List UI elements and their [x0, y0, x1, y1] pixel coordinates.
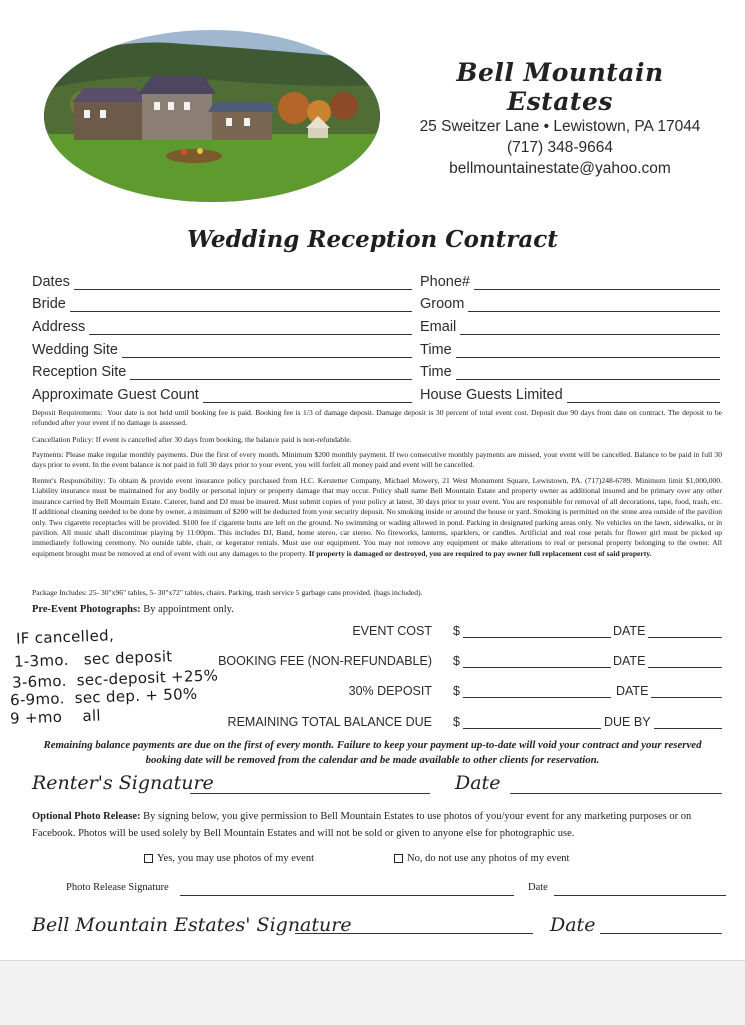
reception-site-line[interactable] — [130, 365, 412, 380]
handwritten-note-4: 6-9mo. sec dep. + 50% — [9, 684, 198, 710]
payments-clause: Payments: Please make regular monthly payments. Due the first of every month. Minimum $200 monthly payment. If two consecutive monthly payments are missed, your event will be cancelled. Balance to be paid in full 30 days prior to event. In the event balance is not paid in full 30 days prior to your event, you will forfeit all money paid and event will be cancelled. — [32, 450, 722, 470]
wedding-time-line[interactable] — [456, 343, 720, 358]
photo-yes-option[interactable] — [144, 853, 314, 864]
email-label: Email — [420, 319, 457, 335]
address-label: Address — [32, 319, 86, 335]
dollar-sign: $ — [453, 715, 460, 729]
phone-field[interactable] — [420, 270, 720, 290]
guest-count-field[interactable] — [32, 383, 412, 403]
photo-release-date-label: Date — [528, 882, 548, 893]
dates-label: Dates — [32, 274, 70, 290]
handwritten-note-1: IF cancelled, — [15, 626, 115, 648]
wedding-site-field[interactable] — [32, 338, 412, 358]
remaining-balance-amount-line[interactable] — [463, 715, 601, 729]
event-cost-amount-line[interactable] — [463, 624, 611, 638]
dates-line[interactable] — [74, 275, 412, 290]
dollar-sign: $ — [453, 684, 460, 698]
payment-notice: Remaining balance payments are due on the first of every month. Failure to keep your payment up-to-date will void your contract and your reserved booking date will be removed from the calendar and be made available to other clients for reservation. — [43, 739, 702, 766]
bme-signature-line[interactable] — [295, 920, 533, 934]
photo-release-text: By signing below, you give permission to Bell Mountain Estates to use photos of you/your event for any marketing purposes or on Facebook. Photos will be used solely by Bell Mountain Estates and will not be sold or given to anyone else for photographic use. — [32, 811, 692, 839]
handwritten-note-2: 1-3mo. sec deposit — [13, 647, 173, 671]
event-cost-row — [0, 624, 745, 642]
scan-margin — [0, 960, 745, 1025]
reception-time-line[interactable] — [456, 365, 720, 380]
bride-line[interactable] — [70, 297, 412, 312]
venue-photo — [44, 30, 380, 202]
address-line[interactable] — [89, 320, 412, 335]
renter-damage-notice: If property is damaged or destroyed, you are required to pay owner full replacement cost of said property. — [308, 548, 652, 558]
remaining-balance-due-line[interactable] — [654, 715, 722, 729]
wedding-site-line[interactable] — [122, 343, 412, 358]
remaining-balance-label: REMAINING TOTAL BALANCE DUE — [227, 715, 432, 729]
company-header — [400, 58, 720, 179]
reception-time-field[interactable] — [420, 360, 720, 380]
no-checkbox[interactable] — [394, 854, 403, 863]
booking-fee-label: BOOKING FEE (NON-REFUNDABLE) — [218, 654, 432, 668]
deposit-clause-label: Deposit Requirements: — [32, 408, 103, 417]
event-cost-label: EVENT COST — [352, 624, 432, 638]
reception-time-label: Time — [420, 364, 452, 380]
photo-release-signature-line[interactable] — [180, 882, 514, 896]
bme-signature-label: Bell Mountain Estates' Signature — [32, 914, 352, 936]
handwritten-note-3: 3-6mo. sec-deposit +25% — [11, 666, 219, 692]
booking-fee-amount-line[interactable] — [463, 654, 611, 668]
wedding-site-label: Wedding Site — [32, 342, 118, 358]
bride-label: Bride — [32, 296, 66, 312]
cancellation-clause: Cancellation Policy: If event is cancelled after 30 days from booking, the balance paid is non-refundable. — [32, 435, 352, 444]
deposit-clause-text: Your date is not held until booking fee is paid. Booking fee is 1/3 of damage deposit. Damage deposit is 30 percent of total event cost. Deposit due 90 days from date on contract. The deposit to be refunded after your event if no damage is assessed. — [32, 408, 723, 428]
renter-responsibility-clause — [32, 476, 722, 559]
wedding-time-label: Time — [420, 342, 452, 358]
photo-release-signature-label: Photo Release Signature — [66, 882, 169, 893]
dates-field[interactable] — [32, 270, 412, 290]
house-guests-line[interactable] — [567, 388, 720, 403]
yes-checkbox[interactable] — [144, 854, 153, 863]
pre-event-text: By appointment only. — [143, 604, 234, 615]
renter-responsibility-text: Renter's Responsibility: To obtain & provide event insurance policy purchased from H.C. Kerstetter Company, Michael Mowery, 21 West Monument Square, Lewistown, PA. (717)248-6789. Minimum limit $1,000,000. Liability insurance must be maintained for any bodily or personal injury or property damage that may occur. Policy shall name Bell Mountain Estate and property owner as additional insured and be primary over any other insurance carried by Bell Mountain Estate. Caterer, band and DJ must be insured. Must submit copies of your policy at latest, 30 days prior to your event. You are responsible for removal of all decorations, tape, food, trash, etc. If additional cleaning needed to be done by owner, a minimum of $200 will be deducted from your security deposit. No smoking inside or around the house or yard. Smoking is permitted on the stone area outside of the pavilion only. Two cigarette receptacles will be provided. $100 fee if cigarette butts are left on the ground. No swimming or wading allowed in pond. Parking in designated parking areas only. No vehicles on the lawn, sidewalks, or in pavilion. All music shall discontinue playing by 11:00pm. This includes DJ, Band, home stereo, car stereo. No fireworks, lanterns, sparklers, or candles. Artificial and real rose petals for flower girl must be picked up immediately following ceremony. No outside table, chair, or kegerator rentals. Must use our equipment. You may not remove any equipment or make alterations to real or personal property belonging to the owner. All equipment brought must be removed at end of event with out any damages to the property. — [32, 476, 722, 558]
pre-event-label: Pre-Event Photographs: — [32, 604, 141, 615]
date-label: DATE — [616, 684, 649, 698]
photo-release-date-line[interactable] — [554, 882, 726, 896]
company-name: Bell Mountain Estates — [456, 58, 664, 116]
contract-title: Wedding Reception Contract — [187, 226, 558, 253]
renter-signature-line[interactable] — [190, 780, 430, 794]
dollar-sign: $ — [453, 654, 460, 668]
bme-date-label: Date — [550, 914, 596, 936]
house-guests-label: House Guests Limited — [420, 387, 563, 403]
date-label: DATE — [613, 654, 646, 668]
company-address: 25 Sweitzer Lane • Lewistown, PA 17044 — [419, 118, 701, 135]
email-line[interactable] — [460, 320, 720, 335]
deposit-date-line[interactable] — [651, 684, 722, 698]
deposit-row — [0, 684, 745, 702]
booking-fee-row — [0, 654, 745, 672]
event-cost-date-line[interactable] — [648, 624, 722, 638]
deposit-clause — [32, 408, 722, 429]
address-field[interactable] — [32, 315, 412, 335]
deposit-amount-line[interactable] — [463, 684, 611, 698]
groom-label: Groom — [420, 296, 465, 312]
bme-date-line[interactable] — [600, 920, 722, 934]
phone-label: Phone# — [420, 274, 470, 290]
yes-option-label: Yes, you may use photos of my event — [157, 853, 315, 864]
reception-site-label: Reception Site — [32, 364, 127, 380]
groom-line[interactable] — [468, 297, 720, 312]
booking-fee-date-line[interactable] — [648, 654, 722, 668]
due-by-label: DUE BY — [604, 715, 651, 729]
date-label: DATE — [613, 624, 646, 638]
deposit-label: 30% DEPOSIT — [348, 684, 432, 698]
dollar-sign: $ — [453, 624, 460, 638]
company-phone: (717) 348-9664 — [507, 139, 613, 156]
handwritten-note-5: 9 +mo all — [9, 706, 102, 728]
bride-field[interactable] — [32, 292, 412, 312]
photo-release-section — [32, 808, 722, 842]
venue-photo-icon — [44, 30, 380, 202]
package-clause: Package Includes: 25- 30"x96" tables, 5- 30"x72" tables, chairs. Parking, trash service 5 garbage cans provided. (bags included). — [32, 588, 423, 597]
no-option-label: No, do not use any photos of my event — [407, 853, 570, 864]
remaining-balance-row — [0, 715, 745, 733]
renter-date-line[interactable] — [510, 780, 722, 794]
phone-line[interactable] — [474, 275, 720, 290]
house-guests-field[interactable] — [420, 383, 720, 403]
photo-release-label: Optional Photo Release: — [32, 811, 141, 822]
email-field[interactable] — [420, 315, 720, 335]
groom-field[interactable] — [420, 292, 720, 312]
guest-count-label: Approximate Guest Count — [32, 387, 199, 403]
company-email: bellmountainestate@yahoo.com — [449, 160, 671, 177]
renter-signature-label: Renter's Signature — [32, 772, 214, 794]
renter-date-label: Date — [455, 772, 501, 794]
photo-no-option[interactable] — [394, 853, 569, 864]
pre-event-photographs — [32, 604, 234, 615]
wedding-time-field[interactable] — [420, 338, 720, 358]
reception-site-field[interactable] — [32, 360, 412, 380]
guest-count-line[interactable] — [203, 388, 412, 403]
